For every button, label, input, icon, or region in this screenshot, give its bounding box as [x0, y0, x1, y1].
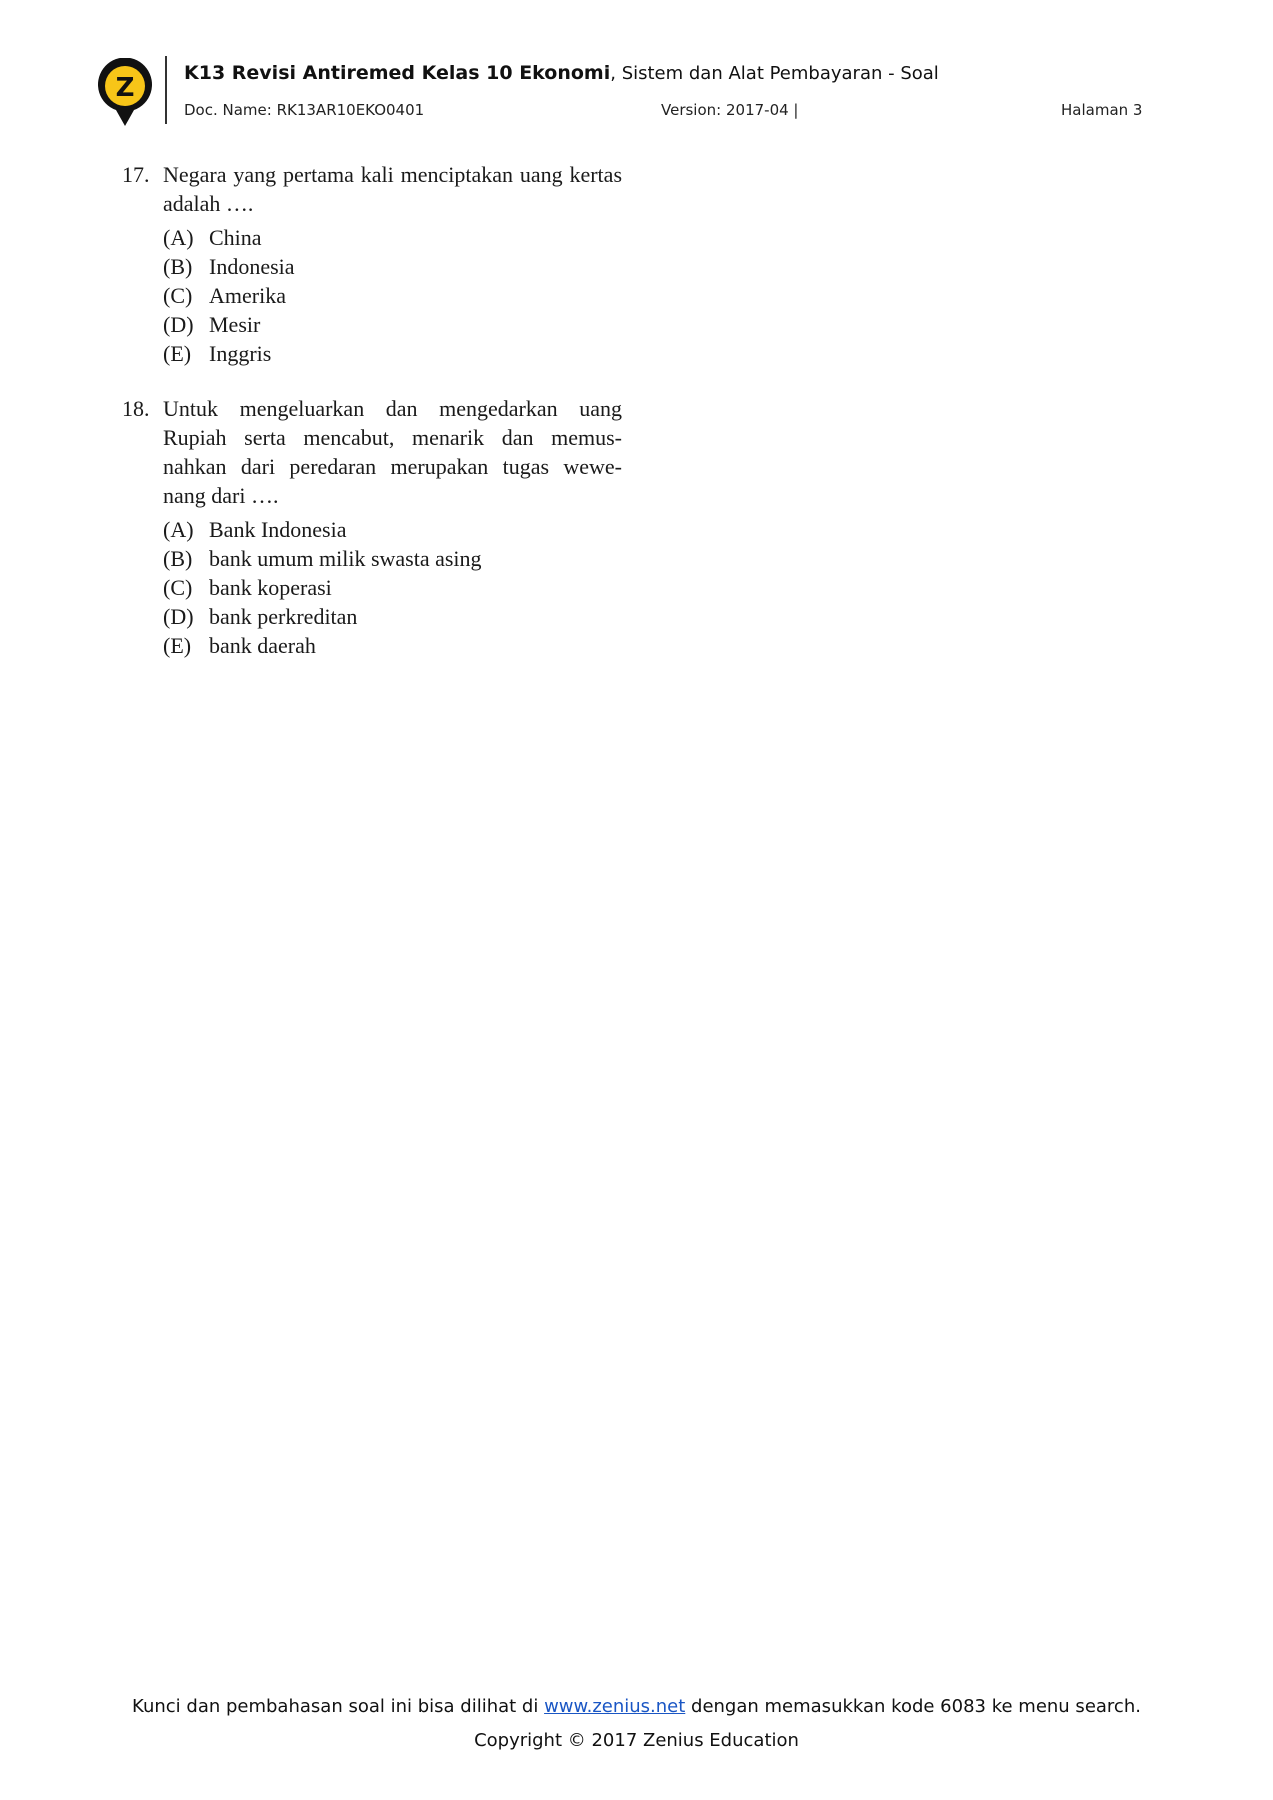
page-number: Halaman 3	[1061, 101, 1143, 119]
option-letter: (C)	[163, 575, 193, 600]
option-letter: (D)	[163, 604, 194, 629]
option-text: bank perkreditan	[209, 604, 358, 629]
option-text: Indonesia	[209, 254, 295, 279]
answer-options	[163, 515, 622, 660]
option-a	[163, 223, 622, 252]
answer-options	[163, 223, 622, 368]
doc-version: Version: 2017-04 |	[661, 101, 799, 119]
option-letter: (D)	[163, 312, 194, 337]
option-letter: (A)	[163, 517, 194, 542]
option-b	[163, 252, 622, 281]
option-text: bank koperasi	[209, 575, 332, 600]
question-text: Negara yang pertama kali menciptakan uang kertas adalah ….	[163, 162, 622, 216]
question-number: 17.	[122, 162, 150, 187]
option-letter: (A)	[163, 225, 194, 250]
doc-name: Doc. Name: RK13AR10EKO0401	[184, 101, 425, 119]
option-letter: (B)	[163, 546, 193, 571]
option-letter: (E)	[163, 633, 192, 658]
option-a	[163, 515, 622, 544]
question-18	[122, 394, 622, 660]
option-text: Mesir	[209, 312, 261, 337]
title-subject: K13 Revisi Antiremed Kelas 10 Ekonomi	[184, 62, 611, 84]
option-text: Bank Indonesia	[209, 517, 347, 542]
page-header	[96, 56, 1156, 126]
zenius-logo-icon	[96, 58, 154, 128]
option-d	[163, 310, 622, 339]
copyright: Copyright © 2017 Zenius Education	[474, 1730, 799, 1751]
zenius-link[interactable]: www.zenius.net	[544, 1696, 686, 1717]
option-text: Amerika	[209, 283, 286, 308]
option-text: bank daerah	[209, 633, 316, 658]
footer-note-prefix: Kunci dan pembahasan soal ini bisa dilihat di	[132, 1696, 545, 1717]
option-e	[163, 339, 622, 368]
option-letter: (C)	[163, 283, 193, 308]
option-letter: (B)	[163, 254, 193, 279]
title-topic: , Sistem dan Alat Pembayaran - Soal	[610, 63, 939, 84]
logo-letter: Z	[115, 73, 135, 103]
option-c	[163, 281, 622, 310]
question-text: Untuk mengeluarkan dan mengedarkan uang Rupiah serta mencabut, menarik dan memus- nahkan dari peredaran merupakan tugas wewe- nang dari ….	[163, 396, 622, 508]
question-17	[122, 160, 622, 368]
option-text: Inggris	[209, 341, 272, 366]
option-d	[163, 602, 622, 631]
option-text: China	[209, 225, 262, 250]
footer-note-suffix: dengan memasukkan kode 6083 ke menu search.	[685, 1696, 1141, 1717]
question-number: 18.	[122, 396, 150, 421]
question-list	[122, 160, 622, 686]
option-text: bank umum milik swasta asing	[209, 546, 482, 571]
footer-note	[0, 1696, 1273, 1717]
option-letter: (E)	[163, 341, 192, 366]
option-c	[163, 573, 622, 602]
header-divider	[165, 56, 167, 124]
option-b	[163, 544, 622, 573]
option-e	[163, 631, 622, 660]
document-title	[184, 62, 939, 84]
